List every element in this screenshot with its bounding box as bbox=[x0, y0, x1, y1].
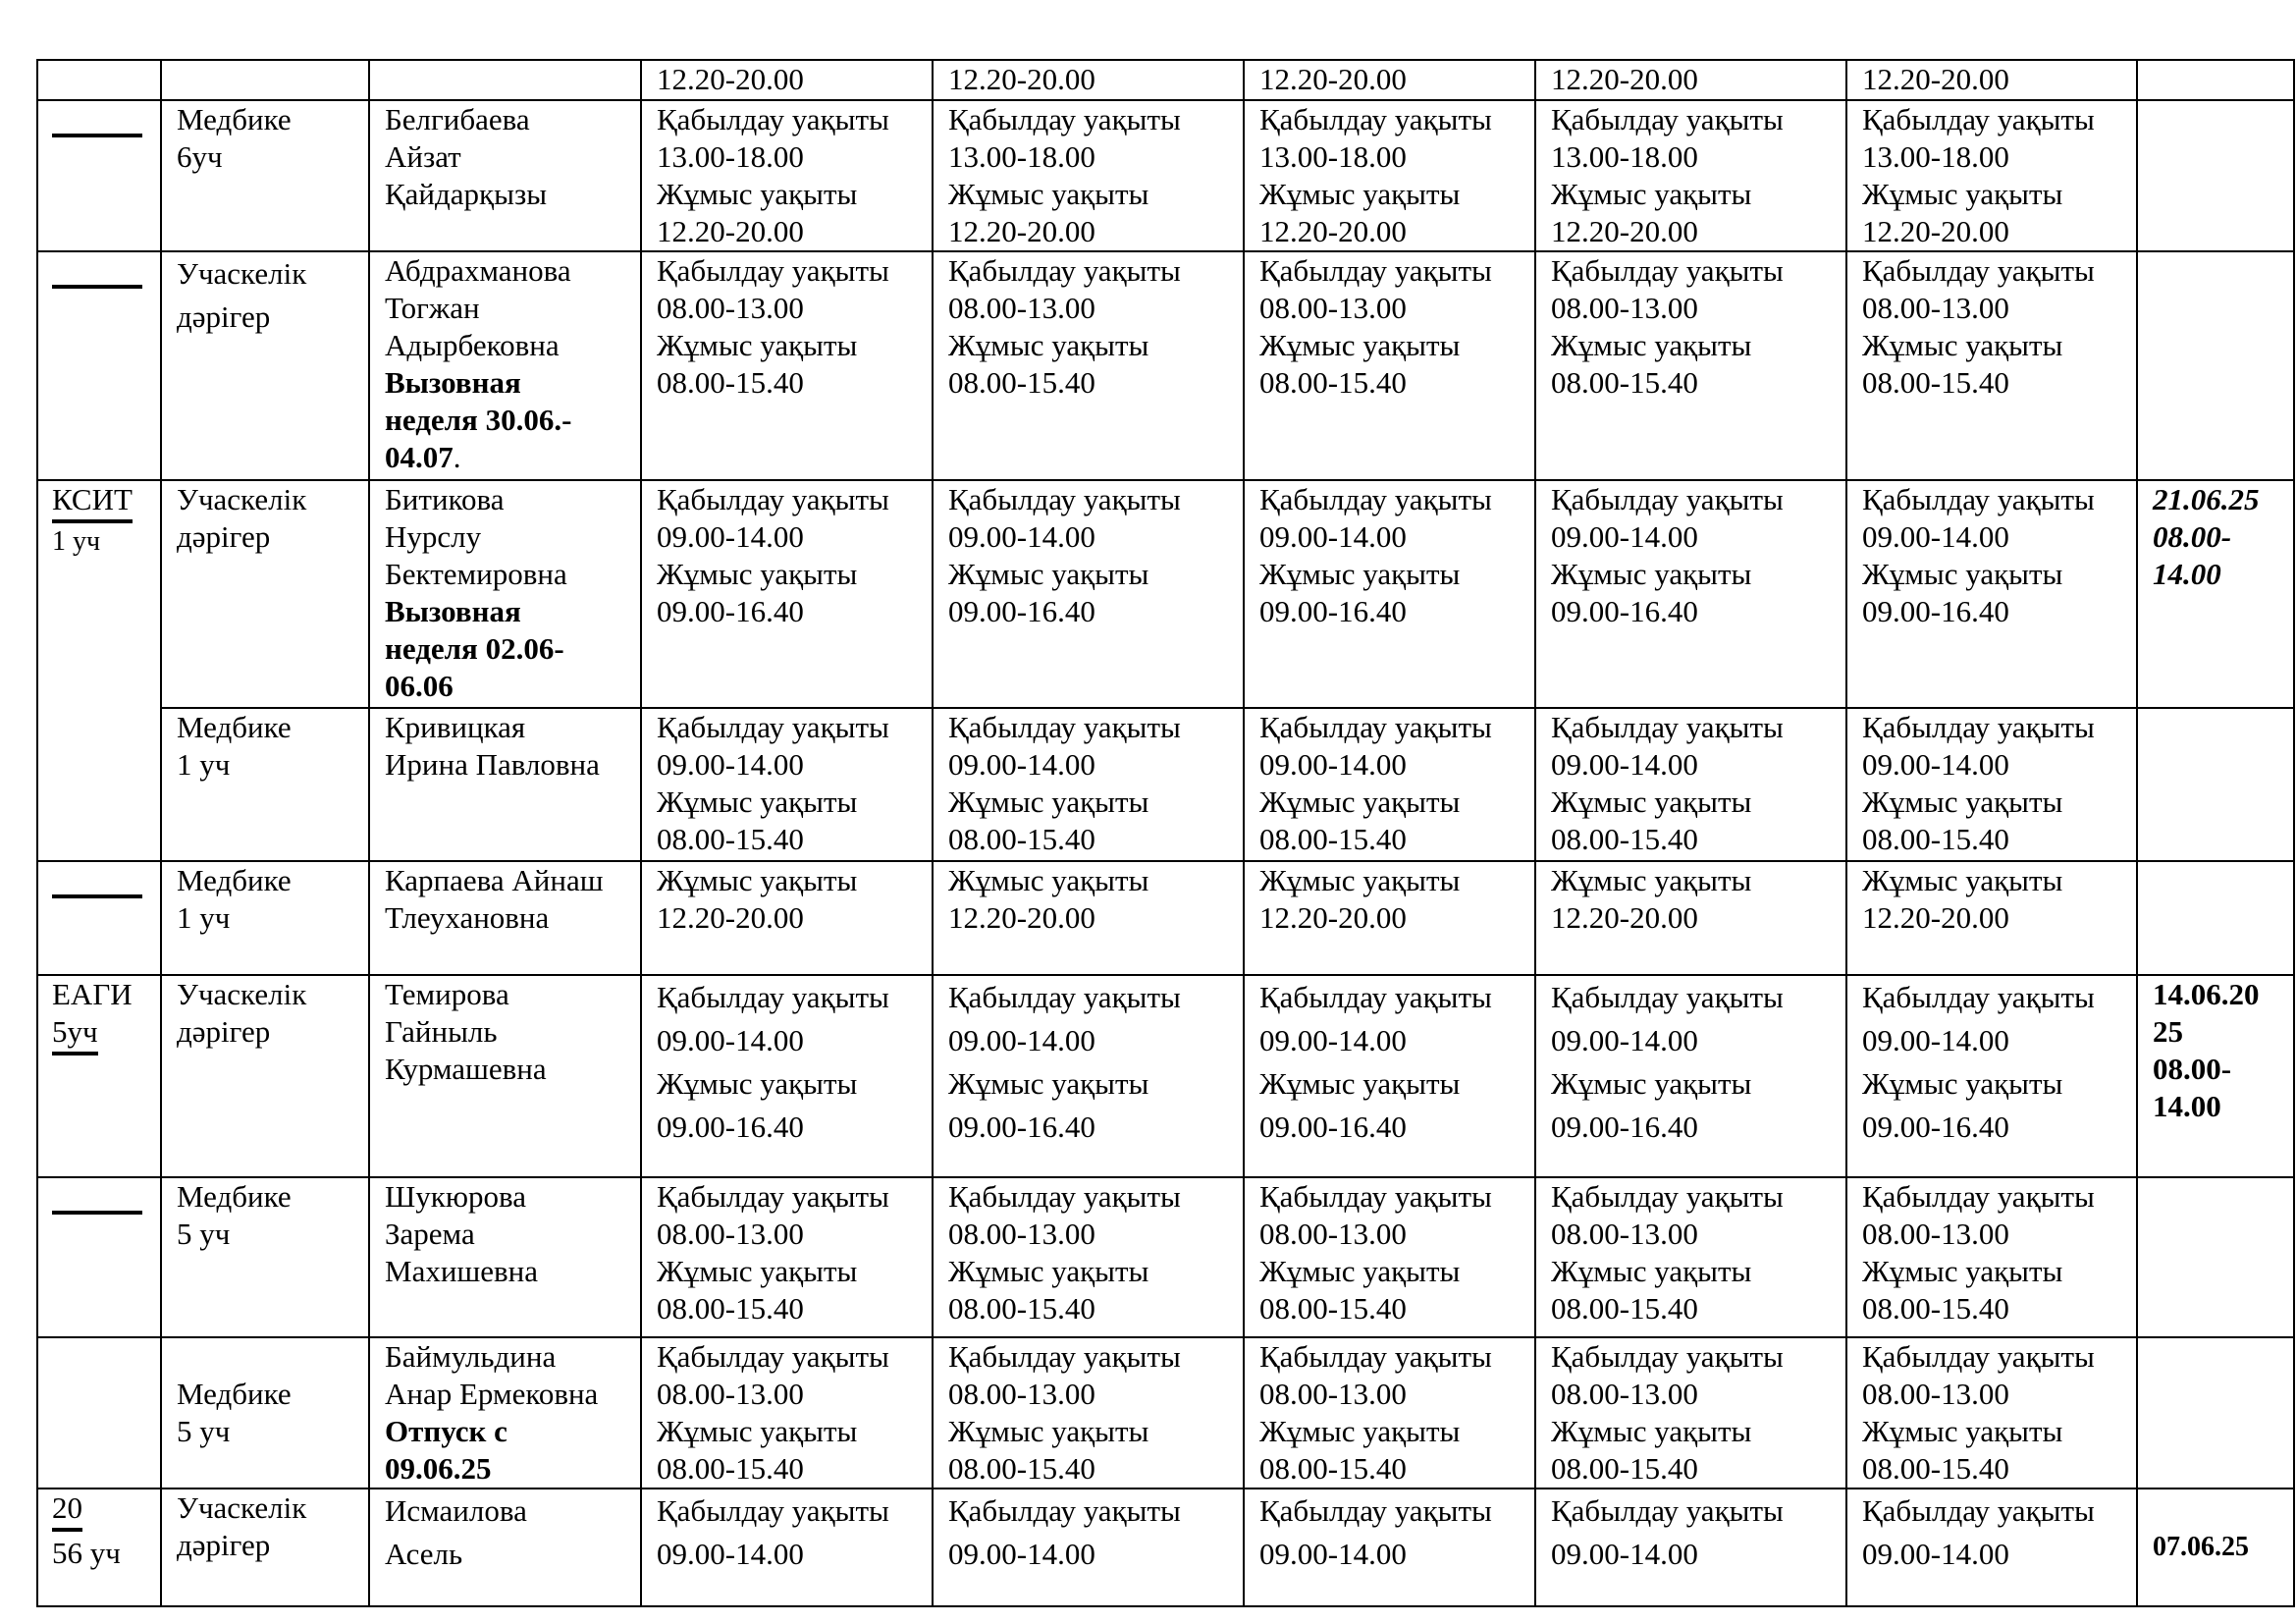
call-week-note: Вызовная bbox=[385, 365, 521, 400]
schedule-cell: Қабылдау уақыты 08.00-13.00 Жұмыс уақыты 08.00-15.40 bbox=[1846, 1177, 2137, 1337]
section-cell bbox=[37, 1337, 161, 1489]
table-row bbox=[37, 100, 2294, 251]
schedule-cell: Қабылдау уақыты 08.00-13.00 Жұмыс уақыты 08.00-15.40 bbox=[1535, 1177, 1846, 1337]
role-cell: Медбике 5 уч bbox=[161, 1177, 369, 1337]
schedule-cell: Қабылдау уақыты 09.00-14.00 Жұмыс уақыты 09.00-16.40 bbox=[933, 480, 1244, 708]
schedule-cell: 12.20-20.00 bbox=[1846, 60, 2137, 100]
dash-mark bbox=[52, 894, 142, 898]
duty-cell bbox=[2137, 1177, 2294, 1337]
section-cell bbox=[37, 251, 161, 480]
name-cell bbox=[369, 60, 641, 100]
schedule-cell: Жұмыс уақыты 12.20-20.00 bbox=[1535, 861, 1846, 975]
schedule-cell: Жұмыс уақыты 12.20-20.00 bbox=[1244, 861, 1535, 975]
schedule-cell: Қабылдау уақыты 08.00-13.00 Жұмыс уақыты 08.00-15.40 bbox=[933, 1337, 1244, 1489]
schedule-cell: Қабылдау уақыты 08.00-13.00 Жұмыс уақыты 08.00-15.40 bbox=[1846, 1337, 2137, 1489]
schedule-cell: Қабылдау уақыты 13.00-18.00 Жұмыс уақыты 12.20-20.00 bbox=[1846, 100, 2137, 251]
schedule-cell: Жұмыс уақыты 12.20-20.00 bbox=[933, 861, 1244, 975]
schedule-cell: Қабылдау уақыты 08.00-13.00 Жұмыс уақыты 08.00-15.40 bbox=[641, 251, 933, 480]
role-cell: Учаскелік дәрігер bbox=[161, 480, 369, 708]
schedule-cell: Қабылдау уақыты 08.00-13.00 Жұмыс уақыты 08.00-15.40 bbox=[1244, 1337, 1535, 1489]
dash-mark bbox=[52, 1211, 142, 1215]
role-cell: Учаскелік дәрігер bbox=[161, 1489, 369, 1606]
call-week-note: Вызовная bbox=[385, 594, 521, 628]
schedule-cell: Қабылдау уақыты 08.00-13.00 Жұмыс уақыты 08.00-15.40 bbox=[641, 1177, 933, 1337]
section-cell bbox=[37, 100, 161, 251]
duty-cell bbox=[2137, 861, 2294, 975]
schedule-cell: Қабылдау уақыты 08.00-13.00 Жұмыс уақыты 08.00-15.40 bbox=[1535, 1337, 1846, 1489]
schedule-cell: Жұмыс уақыты 12.20-20.00 bbox=[641, 861, 933, 975]
schedule-cell: Қабылдау уақыты 09.00-14.00 Жұмыс уақыты 09.00-16.40 bbox=[641, 975, 933, 1177]
duty-cell bbox=[2137, 60, 2294, 100]
role-cell: Медбике 6уч bbox=[161, 100, 369, 251]
schedule-cell: Қабылдау уақыты 09.00-14.00 bbox=[1244, 1489, 1535, 1606]
section-cell: ЕАГИ 5уч bbox=[37, 975, 161, 1177]
name-cell: Темирова Гайныль Курмашевна bbox=[369, 975, 641, 1177]
table-row bbox=[37, 480, 2294, 708]
table-row bbox=[37, 1489, 2294, 1606]
table-row bbox=[37, 708, 2294, 861]
schedule-cell: Қабылдау уақыты 13.00-18.00 Жұмыс уақыты 12.20-20.00 bbox=[1535, 100, 1846, 251]
schedule-cell: Жұмыс уақыты 12.20-20.00 bbox=[1846, 861, 2137, 975]
table-row bbox=[37, 1177, 2294, 1337]
duty-cell: 14.06.20 25 08.00- 14.00 bbox=[2137, 975, 2294, 1177]
schedule-cell: Қабылдау уақыты 08.00-13.00 Жұмыс уақыты 08.00-15.40 bbox=[1244, 1177, 1535, 1337]
vacation-note: Отпуск с bbox=[385, 1414, 507, 1448]
schedule-cell: Қабылдау уақыты 13.00-18.00 Жұмыс уақыты 12.20-20.00 bbox=[1244, 100, 1535, 251]
schedule-cell: Қабылдау уақыты 08.00-13.00 Жұмыс уақыты 08.00-15.40 bbox=[641, 1337, 933, 1489]
name-cell: Исмаилова Асель bbox=[369, 1489, 641, 1606]
schedule-cell: Қабылдау уақыты 09.00-14.00 Жұмыс уақыты 08.00-15.40 bbox=[1535, 708, 1846, 861]
schedule-cell: Қабылдау уақыты 09.00-14.00 Жұмыс уақыты 09.00-16.40 bbox=[1244, 975, 1535, 1177]
table-row bbox=[37, 60, 2294, 100]
duty-cell bbox=[2137, 100, 2294, 251]
schedule-cell: Қабылдау уақыты 09.00-14.00 Жұмыс уақыты 08.00-15.40 bbox=[1244, 708, 1535, 861]
section-cell bbox=[37, 60, 161, 100]
schedule-cell: 12.20-20.00 bbox=[1244, 60, 1535, 100]
role-cell: Учаскелік дәрігер bbox=[161, 251, 369, 480]
schedule-cell: Қабылдау уақыты 08.00-13.00 Жұмыс уақыты 08.00-15.40 bbox=[933, 1177, 1244, 1337]
section-cell: 20 56 уч bbox=[37, 1489, 161, 1606]
duty-cell bbox=[2137, 1337, 2294, 1489]
schedule-cell: Қабылдау уақыты 09.00-14.00 Жұмыс уақыты 08.00-15.40 bbox=[933, 708, 1244, 861]
schedule-cell: 12.20-20.00 bbox=[933, 60, 1244, 100]
section-cell bbox=[37, 1177, 161, 1337]
name-cell: Битикова Нурслу Бектемировна Вызовная неделя 02.06- 06.06 bbox=[369, 480, 641, 708]
table-row bbox=[37, 975, 2294, 1177]
duty-cell bbox=[2137, 708, 2294, 861]
schedule-cell: Қабылдау уақыты 09.00-14.00 bbox=[641, 1489, 933, 1606]
schedule-cell: Қабылдау уақыты 13.00-18.00 Жұмыс уақыты 12.20-20.00 bbox=[641, 100, 933, 251]
schedule-cell: Қабылдау уақыты 09.00-14.00 Жұмыс уақыты 09.00-16.40 bbox=[1244, 480, 1535, 708]
schedule-cell: Қабылдау уақыты 09.00-14.00 Жұмыс уақыты 09.00-16.40 bbox=[1846, 480, 2137, 708]
schedule-cell: Қабылдау уақыты 09.00-14.00 bbox=[1535, 1489, 1846, 1606]
schedule-cell: Қабылдау уақыты 09.00-14.00 Жұмыс уақыты 08.00-15.40 bbox=[641, 708, 933, 861]
table-row bbox=[37, 861, 2294, 975]
schedule-cell: Қабылдау уақыты 09.00-14.00 Жұмыс уақыты 09.00-16.40 bbox=[933, 975, 1244, 1177]
name-cell: Кривицкая Ирина Павловна bbox=[369, 708, 641, 861]
duty-cell: 21.06.25 08.00- 14.00 bbox=[2137, 480, 2294, 708]
group-title: ЕАГИ bbox=[52, 977, 133, 1011]
schedule-cell: Қабылдау уақыты 08.00-13.00 Жұмыс уақыты 08.00-15.40 bbox=[1244, 251, 1535, 480]
schedule-cell: 12.20-20.00 bbox=[1535, 60, 1846, 100]
role-cell bbox=[161, 60, 369, 100]
table-row bbox=[37, 1337, 2294, 1489]
section-cell: КСИТ 1 уч bbox=[37, 480, 161, 861]
schedule-cell: Қабылдау уақыты 08.00-13.00 Жұмыс уақыты 08.00-15.40 bbox=[933, 251, 1244, 480]
schedule-cell: Қабылдау уақыты 09.00-14.00 Жұмыс уақыты 08.00-15.40 bbox=[1846, 708, 2137, 861]
section-cell bbox=[37, 861, 161, 975]
schedule-cell: Қабылдау уақыты 09.00-14.00 bbox=[1846, 1489, 2137, 1606]
name-cell: Карпаева Айнаш Тлеухановна bbox=[369, 861, 641, 975]
schedule-cell: Қабылдау уақыты 08.00-13.00 Жұмыс уақыты 08.00-15.40 bbox=[1846, 251, 2137, 480]
table-row bbox=[37, 251, 2294, 480]
name-cell: Шукюрова Зарема Махишевна bbox=[369, 1177, 641, 1337]
role-cell: Медбике 5 уч bbox=[161, 1337, 369, 1489]
duty-cell bbox=[2137, 251, 2294, 480]
dash-mark bbox=[52, 134, 142, 137]
schedule-table bbox=[36, 59, 2295, 1607]
schedule-cell: Қабылдау уақыты 09.00-14.00 Жұмыс уақыты 09.00-16.40 bbox=[641, 480, 933, 708]
schedule-cell: Қабылдау уақыты 09.00-14.00 bbox=[933, 1489, 1244, 1606]
dash-mark bbox=[52, 285, 142, 289]
name-cell: Белгибаева Айзат Қайдарқызы bbox=[369, 100, 641, 251]
group-title: КСИТ bbox=[52, 481, 133, 523]
duty-cell: 07.06.25 bbox=[2137, 1489, 2294, 1606]
schedule-cell: Қабылдау уақыты 09.00-14.00 Жұмыс уақыты 09.00-16.40 bbox=[1535, 975, 1846, 1177]
role-cell: Медбике 1 уч bbox=[161, 861, 369, 975]
name-cell: Баймульдина Анар Ермековна Отпуск с 09.06.25 bbox=[369, 1337, 641, 1489]
schedule-cell: Қабылдау уақыты 09.00-14.00 Жұмыс уақыты 09.00-16.40 bbox=[1846, 975, 2137, 1177]
schedule-cell: Қабылдау уақыты 09.00-14.00 Жұмыс уақыты 09.00-16.40 bbox=[1535, 480, 1846, 708]
role-cell: Медбике 1 уч bbox=[161, 708, 369, 861]
schedule-cell: Қабылдау уақыты 08.00-13.00 Жұмыс уақыты 08.00-15.40 bbox=[1535, 251, 1846, 480]
role-cell: Учаскелік дәрігер bbox=[161, 975, 369, 1177]
schedule-cell: Қабылдау уақыты 13.00-18.00 Жұмыс уақыты 12.20-20.00 bbox=[933, 100, 1244, 251]
schedule-cell: 12.20-20.00 bbox=[641, 60, 933, 100]
name-cell: Абдрахманова Тогжан Адырбековна Вызовная неделя 30.06.- 04.07. bbox=[369, 251, 641, 480]
